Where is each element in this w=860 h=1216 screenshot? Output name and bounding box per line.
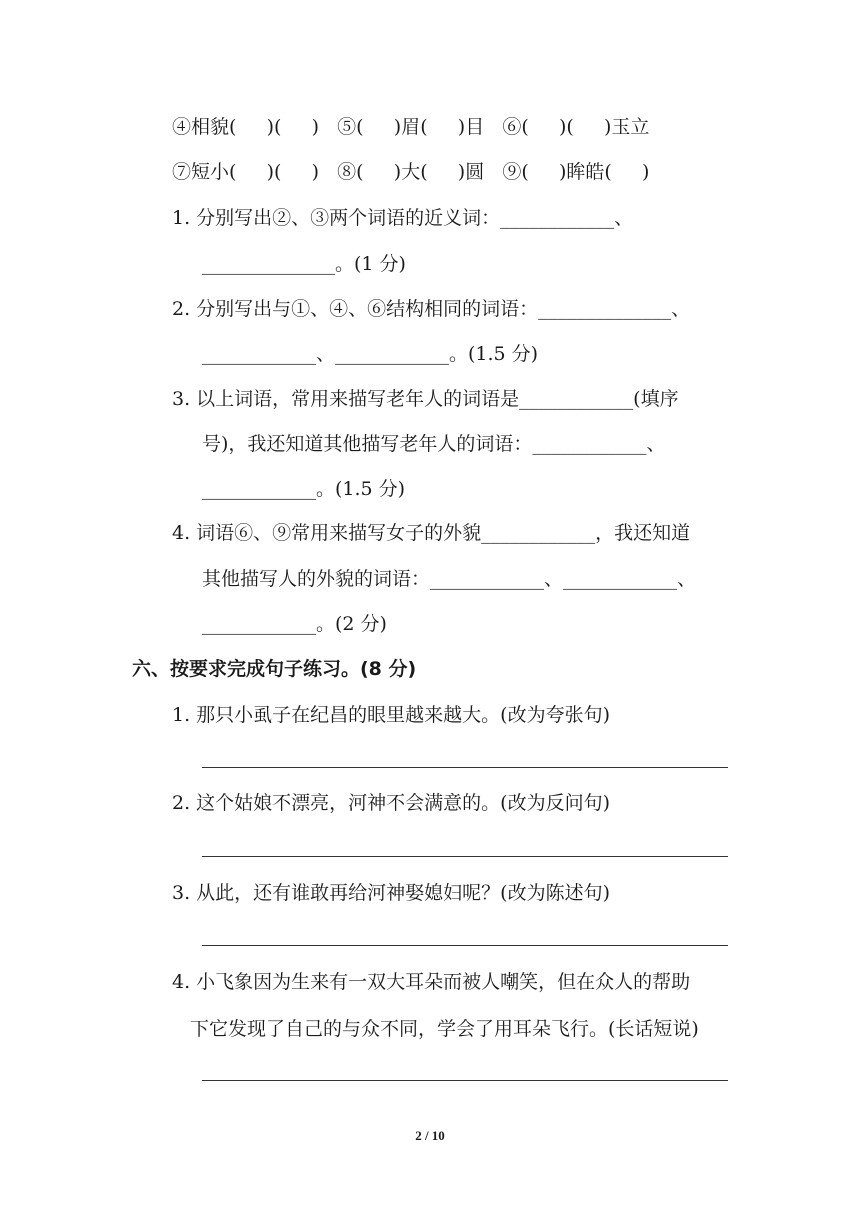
s6-q4-answer-line[interactable]	[202, 1080, 728, 1081]
s6-q4-line-2: 下它发现了自己的与众不同，学会了用耳朵飞行。(长话短说)	[190, 1018, 699, 1040]
s6-q2-answer-line[interactable]	[202, 856, 728, 857]
idiom-row-4-6: ④相貌( )( ) ⑤( )眉( )目 ⑥( )( )玉立	[172, 116, 650, 138]
q5-2-line-2: ____________、____________。(1.5 分)	[202, 343, 539, 365]
q5-1-line-1: 1. 分别写出②、③两个词语的近义词：____________、	[172, 207, 634, 229]
q5-2-line-1: 2. 分别写出与①、④、⑥结构相同的词语：______________、	[172, 298, 691, 320]
q5-1-line-2: ______________。(1 分)	[202, 253, 406, 275]
s6-q1: 1. 那只小虱子在纪昌的眼里越来越大。(改为夸张句)	[172, 704, 610, 726]
s6-q2: 2. 这个姑娘不漂亮，河神不会满意的。(改为反问句)	[172, 792, 610, 814]
s6-q3-answer-line[interactable]	[202, 945, 728, 946]
section-6-title: 六、按要求完成句子练习。(8 分)	[132, 658, 417, 680]
q5-4-line-3: ____________。(2 分)	[202, 613, 387, 635]
s6-q3: 3. 从此，还有谁敢再给河神娶媳妇呢？(改为陈述句)	[172, 882, 610, 904]
q5-3-line-3: ____________。(1.5 分)	[202, 478, 406, 500]
q5-4-line-2: 其他描写人的外貌的词语：____________、____________、	[202, 568, 697, 590]
idiom-row-7-9: ⑦短小( )( ) ⑧( )大( )圆 ⑨( )眸皓( )	[172, 161, 650, 183]
page-number: 2 / 10	[415, 1128, 445, 1143]
s6-q4-line-1: 4. 小飞象因为生来有一双大耳朵而被人嘲笑，但在众人的帮助	[172, 971, 691, 993]
q5-3-line-1: 3. 以上词语，常用来描写老年人的词语是____________(填序	[172, 388, 679, 410]
q5-3-line-2: 号)，我还知道其他描写老年人的词语：____________、	[202, 433, 666, 455]
s6-q1-answer-line[interactable]	[202, 767, 728, 768]
q5-4-line-1: 4. 词语⑥、⑨常用来描写女子的外貌____________，我还知道	[172, 522, 691, 544]
